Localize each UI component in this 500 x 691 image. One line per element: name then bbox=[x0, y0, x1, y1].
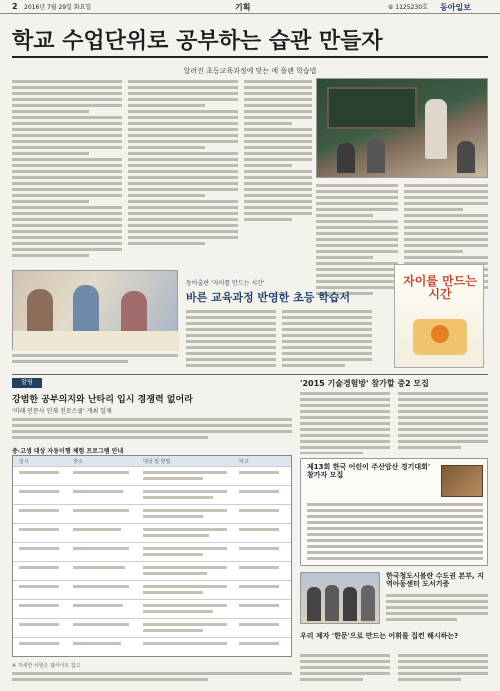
child-figure-1 bbox=[27, 289, 53, 333]
table-row bbox=[13, 580, 291, 599]
student-figure-1 bbox=[337, 143, 355, 173]
section-name: 기획 bbox=[235, 3, 251, 12]
table-footnote: ※ 자세한 사항은 웹사이트 참고 bbox=[12, 663, 81, 669]
article-column-3 bbox=[244, 80, 312, 308]
book-cover bbox=[394, 264, 484, 368]
students-studying-photo bbox=[12, 270, 178, 350]
masthead bbox=[0, 0, 500, 14]
table-row bbox=[13, 523, 291, 542]
feature-column-1 bbox=[186, 310, 276, 370]
child-figure-3 bbox=[121, 291, 147, 333]
notice-tag: 알림 bbox=[12, 378, 42, 388]
program-table bbox=[12, 455, 292, 657]
feature-column-0 bbox=[12, 354, 178, 370]
teacher-figure bbox=[425, 99, 447, 159]
classroom-photo bbox=[316, 78, 488, 178]
table-row bbox=[13, 504, 291, 523]
right-column-2 bbox=[398, 392, 488, 454]
page-headline: 학교 수업단위로 공부하는 습관 만들자 bbox=[12, 24, 488, 58]
table-row bbox=[13, 466, 291, 485]
table-header bbox=[13, 456, 291, 466]
desk bbox=[13, 331, 179, 351]
notice-subline: '미래 인문사 인재 진로스쿨' 개최 일제 bbox=[12, 408, 112, 415]
table-footnote-lines bbox=[12, 672, 292, 682]
right-column-1 bbox=[300, 392, 390, 454]
notice-body bbox=[12, 418, 292, 442]
table-title: 중·고생 대상 자동이행 체험 프로그램 안내 bbox=[12, 448, 124, 455]
table-header-cell: 대상 및 방법 bbox=[143, 459, 171, 465]
person-figure-1 bbox=[307, 587, 321, 621]
table-header-cell: 비고 bbox=[239, 459, 249, 465]
book-title: 자이를 만드는 시간 bbox=[403, 274, 477, 302]
student-figure-2 bbox=[367, 139, 385, 173]
notice-headline: 강범한 공부의지와 난타리 입시 경쟁력 없어라 bbox=[12, 395, 193, 405]
person-figure-3 bbox=[343, 587, 357, 621]
abacus-box-title: 제13회 한국 어린이 주산암산 경기대회' 참가자 모집 bbox=[307, 463, 431, 480]
donation-body bbox=[386, 594, 488, 624]
donation-photo bbox=[300, 572, 380, 624]
student-figure-3 bbox=[457, 141, 475, 173]
table-row bbox=[13, 599, 291, 618]
feature-label: 동아출판 '자이를 만드는 시간' bbox=[186, 280, 265, 287]
byline: 알려진 초등교육과정에 맞는 예 플랜 학습법 bbox=[183, 67, 317, 75]
chalkboard bbox=[327, 87, 417, 129]
table-row bbox=[13, 485, 291, 504]
feature-headline: 바른 교육과정 반영한 초등 학습서 bbox=[186, 291, 351, 304]
table-header-cell: 장소 bbox=[73, 459, 83, 465]
donation-block bbox=[300, 572, 488, 628]
book-illustration-dot bbox=[431, 325, 449, 343]
table-header-cell: 일시 bbox=[19, 459, 29, 465]
bottom-column-2 bbox=[398, 654, 488, 684]
child-figure-2 bbox=[73, 285, 99, 333]
abacus-photo bbox=[441, 465, 483, 497]
issue-date: 2016년 7월 29일 화요일 bbox=[24, 4, 92, 11]
table-row bbox=[13, 542, 291, 561]
table-row bbox=[13, 637, 291, 656]
donation-headline: 한국청도시블란 수도권 본부, 지역아동센터 도서기증 bbox=[386, 572, 484, 589]
bottom-headline: 우리 제자 '한문'으로 만드는 어휘를 집컨 해시하는? bbox=[300, 632, 459, 640]
paper-name: 동아일보 bbox=[440, 3, 471, 12]
abacus-box bbox=[300, 458, 488, 566]
table-row bbox=[13, 561, 291, 580]
section-divider bbox=[12, 374, 488, 375]
table-row bbox=[13, 618, 291, 637]
right-headline: '2015 기술경험방' 참가할 중2 모집 bbox=[300, 379, 429, 388]
page-number: 2 bbox=[12, 2, 18, 11]
table-body bbox=[13, 466, 291, 656]
person-figure-4 bbox=[361, 585, 375, 621]
feature-column-2 bbox=[282, 310, 372, 370]
bottom-column-1 bbox=[300, 654, 390, 684]
issue-code: ⑥ 1125230호 bbox=[388, 4, 428, 11]
abacus-box-body bbox=[307, 503, 483, 563]
person-figure-2 bbox=[325, 585, 339, 621]
